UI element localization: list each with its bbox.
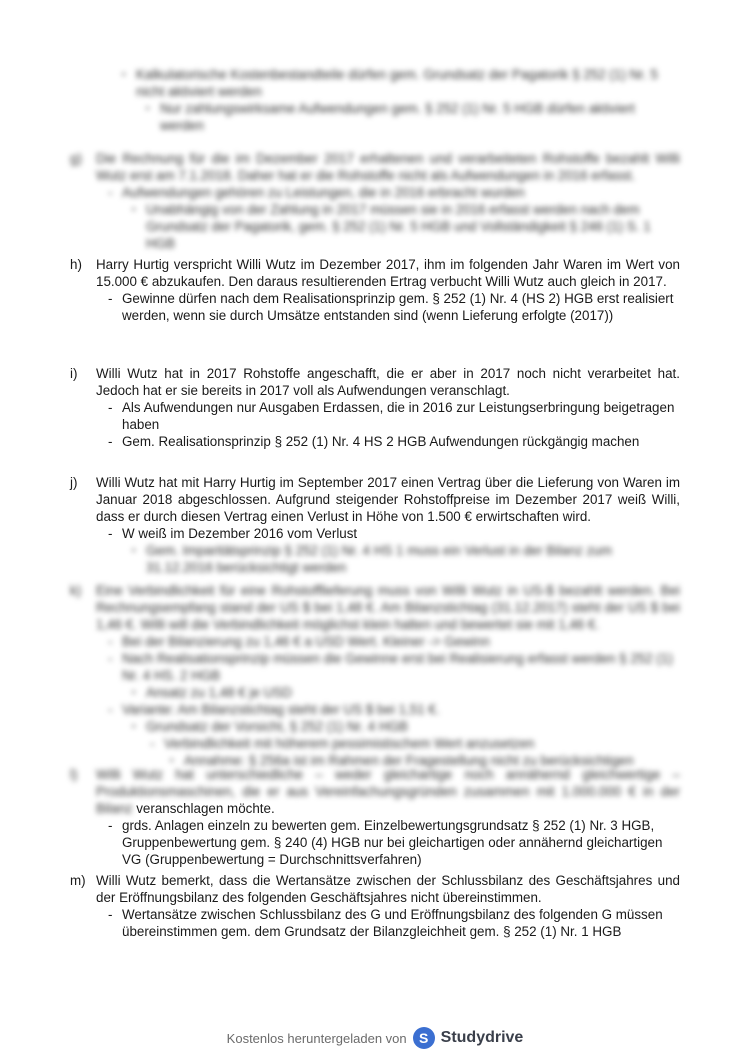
item-f-tail [70, 66, 680, 134]
item-text: Eine Verbindlichkeit für eine Rohstofflieferung muss von Willi Wutz in US-$ bezahlt werden. Bei Rechnungsempfang stand der US $ bei 1,48 €. Am Bilanzstichtag (31.12.2017) steht der US $ bei 1,46 €. Willi will die Verbindlichkeit möglichst klein halten und bewertet sie mit 1,46 €. [96, 583, 680, 632]
item-g [70, 150, 680, 252]
list-item: - Gewinne dürfen nach dem Realisationsprinzip gem. § 252 (1) Nr. 4 (HS 2) HGB erst realisiert werden, wenn sie durch Umsätze entstanden sind (wenn Lieferung erfolgte (2017)) [108, 290, 680, 324]
list-item: - Wertansätze zwischen Schlussbilanz des G und Eröffnungsbilanz des folgenden G müssen übereinstimmen gem. dem Grundsatz der Bilanzgleichheit gem. § 252 (1) Nr. 1 HGB [108, 906, 680, 940]
list-item: - Als Aufwendungen nur Ausgaben Erdassen, die in 2016 zur Leistungserbringung beigetragen haben [108, 399, 680, 433]
item-l [70, 766, 680, 868]
list-item: - W weiß im Dezember 2016 vom Verlust [108, 525, 680, 542]
list-item: - Gem. Realisationsprinzip § 252 (1) Nr. 4 HS 2 HGB Aufwendungen rückgängig machen [108, 433, 680, 450]
item-marker: l) [70, 767, 78, 782]
list-item: ▪ Gem. Imparitätsprinzip § 252 (1) Nr. 4 HS 1 muss ein Verlust in der Bilanz zum 31.12.2016 berücksichtigt werden [132, 542, 680, 576]
item-h [70, 256, 680, 324]
item-m [70, 872, 680, 940]
item-text: Die Rechnung für die im Dezember 2017 erhaltenen und verarbeiteten Rohstoffe bezahlt Willi Wutz erst am 7.1.2018. Daher hat er die Rohstoffe nicht als Aufwendungen in 2016 erfasst. [96, 151, 680, 183]
footer-text: Kostenlos heruntergeladen von [226, 1030, 407, 1046]
item-marker: h) [70, 257, 82, 272]
list-item: ▪ Ansatz zu 1,48 € je USD [132, 684, 680, 701]
item-text: Willi Wutz bemerkt, dass die Wertansätze zwischen der Schlussbilanz des Geschäftsjahres und der Eröffnungsbilanz des folgenden Geschäftsjahres nicht übereinstimmen. [96, 873, 680, 905]
list-item: - Aufwendungen gehören zu Leistungen, die in 2016 erbracht wurden [108, 184, 680, 201]
list-item: - Nach Realisationsprinzip müssen die Gewinne erst bei Realisierung erfasst werden § 252 (1) Nr. 4 HS. 2 HGB [108, 650, 680, 684]
item-i [70, 365, 680, 450]
list-item: ▪ Grundsatz der Vorsicht, § 252 (1) Nr. 4 HGB [132, 718, 680, 735]
studydrive-logo-icon[interactable]: S [413, 1027, 435, 1049]
item-marker: k) [70, 583, 82, 598]
list-item: ▪ Unabhängig von der Zahlung in 2017 müssen sie in 2016 erfasst werden nach dem Grundsatz der Pagatorik, gem. § 252 (1) Nr. 5 HGB und Vollständigkeit § 246 (1) S. 1 HGB [132, 201, 680, 252]
item-k [70, 582, 680, 769]
item-text: veranschlagen möchte. [136, 801, 275, 816]
list-item: ▪ Annahme: § 256a ist im Rahmen der Fragestellung nicht zu berücksichtigen [170, 752, 680, 769]
item-marker: g) [70, 151, 82, 166]
item-text: Harry Hurtig verspricht Willi Wutz im Dezember 2017, ihm im folgenden Jahr Waren im Wert von 15.000 € abzukaufen. Den daraus resultierenden Ertrag verbucht Willi Wutz auch gleich in 2017. [96, 257, 680, 289]
list-item: - Bei der Bilanzierung zu 1,46 € a USD Wert. Kleiner -> Gewinn [108, 633, 680, 650]
item-marker: m) [70, 873, 86, 888]
item-marker: j) [70, 475, 78, 490]
studydrive-brand-link[interactable]: Studydrive [440, 1029, 524, 1046]
item-text: Willi Wutz hat in 2017 Rohstoffe angeschafft, die er aber in 2017 noch nicht verarbeitet hat. Jedoch hat er sie bereits in 2017 voll als Aufwendungen veranschlagt. [96, 366, 680, 398]
list-item: - Variante: Am Bilanzstichtag steht der US $ bei 1,51 €. [108, 701, 680, 718]
item-text: Willi Wutz hat mit Harry Hurtig im September 2017 einen Vertrag über die Lieferung von Waren im Januar 2018 abgeschlossen. Aufgrund steigender Rohstoffpreise im Dezember 2017 weiß Willi, dass er durch diesen Vertrag einen Verlust in Höhe von 1.500 € erwirtschaften wird. [96, 475, 680, 524]
list-item: ▪ Nur zahlungswirksame Aufwendungen gem. § 252 (1) Nr. 5 HGB dürfen aktiviert werden [146, 100, 680, 134]
item-j [70, 474, 680, 576]
list-item: - Verbindlichkeit mit höherem pessimistischem Wert anzusetzen [150, 735, 680, 752]
item-text-blurred: Willi Wutz hat unterschiedliche – weder gleichartige noch annähernd gleichwertige – Produktionsmaschinen, die er aus Vereinfachungsgründen zusammen mit 1.000.000 € in der Bilanz [96, 767, 680, 816]
item-marker: i) [70, 366, 78, 381]
list-item: ▪ Kalkulatorische Kostenbestandteile dürfen gem. Grundsatz der Pagatorik § 252 (1) Nr. 5 nicht aktiviert werden [122, 66, 680, 100]
download-footer [0, 1024, 750, 1052]
list-item: - grds. Anlagen einzeln zu bewerten gem. Einzelbewertungsgrundsatz § 252 (1) Nr. 3 HGB, Gruppenbewertung gem. § 240 (4) HGB nur bei gleichartigen oder annähernd gleichartigen VG (Gruppenbewertung = Durchschnittsverfahren) [108, 817, 680, 868]
